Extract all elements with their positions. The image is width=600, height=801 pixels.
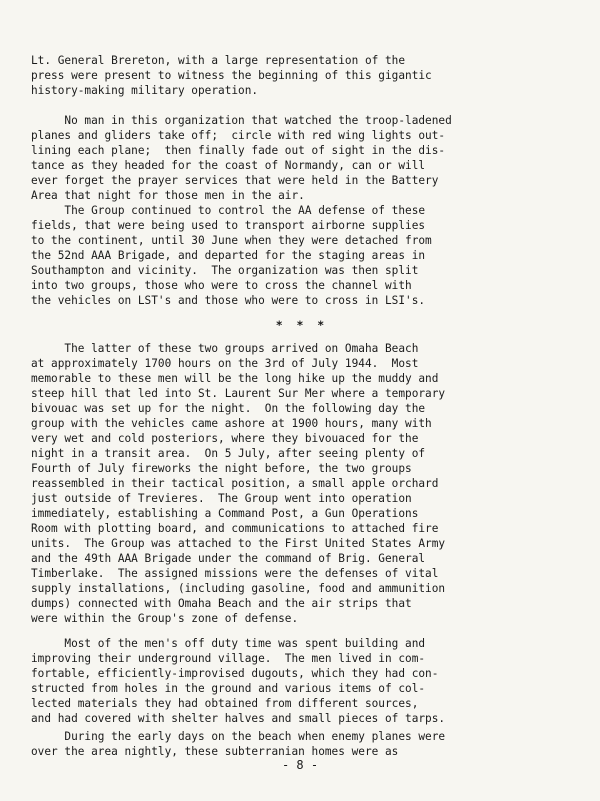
text-line: reassembled in their tactical position, a small apple orchard bbox=[31, 477, 439, 490]
text-line: over the area nightly, these subterranian homes were as bbox=[31, 745, 399, 758]
text-line: lected materials they had obtained from different sources, bbox=[31, 697, 419, 710]
text-line: Most of the men's off duty time was spent building and bbox=[31, 637, 426, 650]
text-line: improving their underground village. The men lived in com- bbox=[31, 652, 426, 665]
text-line: supply installations, (including gasoline, food and ammunition bbox=[31, 582, 446, 595]
text-line: history-making military operation. bbox=[31, 84, 259, 97]
text-line: No man in this organization that watched the troop-ladened bbox=[31, 114, 452, 127]
text-line: and had covered with shelter halves and small pieces of tarps. bbox=[31, 712, 446, 725]
text-line: immediately, establishing a Command Post, a Gun Operations bbox=[31, 507, 419, 520]
page-number: - 8 - bbox=[281, 758, 319, 772]
text-line: steep hill that led into St. Laurent Sur Mer where a temporary bbox=[31, 387, 446, 400]
text-line: were within the Group's zone of defense. bbox=[31, 612, 299, 625]
text-line: just outside of Trevieres. The Group went into operation bbox=[31, 492, 412, 505]
text-line: memorable to these men will be the long hike up the muddy and bbox=[31, 372, 439, 385]
text-line: press were present to witness the beginning of this gigantic bbox=[31, 69, 432, 82]
text-line: fortable, efficiently-improvised dugouts, which they had con- bbox=[31, 667, 439, 680]
text-line: Room with plotting board, and communications to attached fire bbox=[31, 522, 439, 535]
text-line: The latter of these two groups arrived on Omaha Beach bbox=[31, 342, 419, 355]
text-line: dumps) connected with Omaha Beach and the air strips that bbox=[31, 597, 412, 610]
text-line: the vehicles on LST's and those who were to cross in LSI's. bbox=[31, 294, 426, 307]
text-line: tance as they headed for the coast of Normandy, can or will bbox=[31, 159, 426, 172]
text-line: The Group continued to control the AA defense of these bbox=[31, 204, 426, 217]
text-line: During the early days on the beach when enemy planes were bbox=[31, 730, 446, 743]
text-line: bivouac was set up for the night. On the following day the bbox=[31, 402, 426, 415]
text-line: and the 49th AAA Brigade under the command of Brig. General bbox=[31, 552, 426, 565]
text-line: group with the vehicles came ashore at 1900 hours, many with bbox=[31, 417, 432, 430]
text-line: night in a transit area. On 5 July, after seeing plenty of bbox=[31, 447, 426, 460]
text-line: into two groups, those who were to cross the channel with bbox=[31, 279, 412, 292]
text-line: structed from holes in the ground and various items of col- bbox=[31, 682, 426, 695]
text-line: lining each plane; then finally fade out of sight in the dis- bbox=[31, 144, 446, 157]
text-line: Southampton and vicinity. The organization was then split bbox=[31, 264, 419, 277]
text-line: Timberlake. The assigned missions were the defenses of vital bbox=[31, 567, 439, 580]
text-line: to the continent, until 30 June when they were detached from bbox=[31, 234, 432, 247]
text-line: Lt. General Brereton, with a large representation of the bbox=[31, 54, 406, 67]
text-line: Fourth of July fireworks the night before, the two groups bbox=[31, 462, 412, 475]
text-line: units. The Group was attached to the First United States Army bbox=[31, 537, 446, 550]
text-line: at approximately 1700 hours on the 3rd of July 1944. Most bbox=[31, 357, 419, 370]
text-line: ever forget the prayer services that were held in the Battery bbox=[31, 174, 439, 187]
section-separator: * * * bbox=[275, 318, 325, 332]
text-line: very wet and cold posteriors, where they bivouaced for the bbox=[31, 432, 419, 445]
text-line: Area that night for those men in the air. bbox=[31, 189, 305, 202]
text-line: fields, that were being used to transport airborne supplies bbox=[31, 219, 426, 232]
text-line: the 52nd AAA Brigade, and departed for the staging areas in bbox=[31, 249, 426, 262]
text-line: planes and gliders take off; circle with red wing lights out- bbox=[31, 129, 446, 142]
